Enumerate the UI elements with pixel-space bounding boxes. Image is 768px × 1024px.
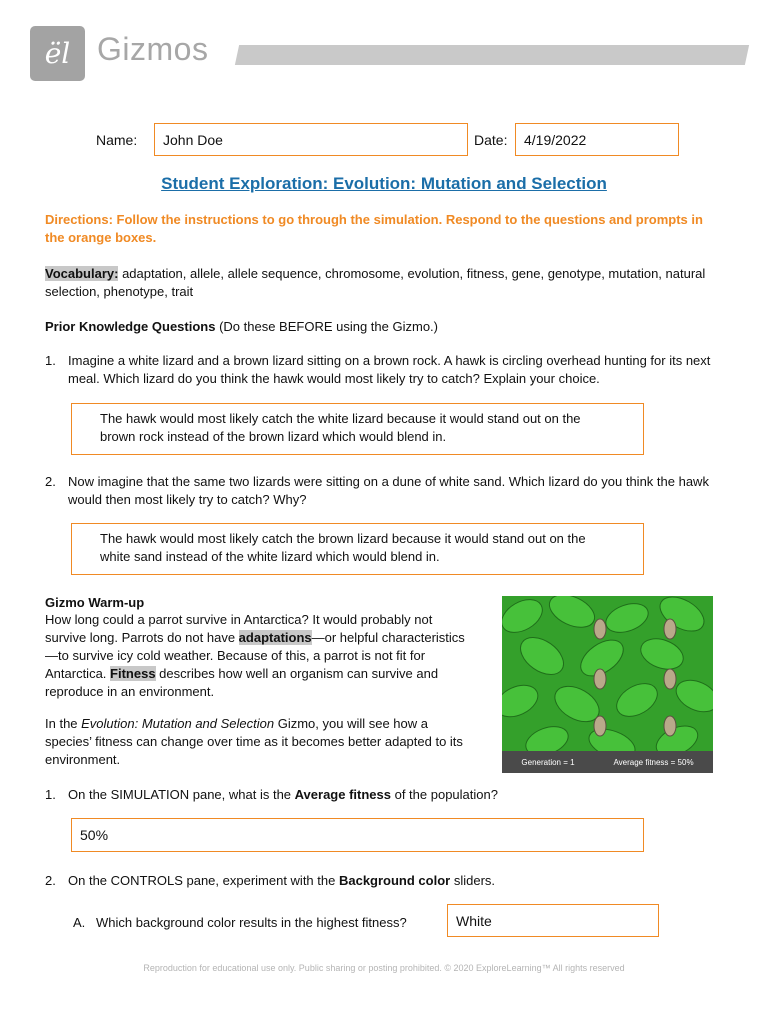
prior-answer-2-box[interactable]: The hawk would most likely catch the brown lizard because it would stand out on the white sand instead of the white lizard which would blend in. <box>71 523 644 575</box>
directions: Directions: Follow the instructions to go through the simulation. Respond to the questions and prompts in the orange boxes. <box>45 212 703 245</box>
subquestion-a-answer-box[interactable]: White <box>447 904 659 937</box>
footer-copyright: Reproduction for educational use only. Public sharing or posting prohibited. © 2020 ExploreLearning™ All rights reserved <box>143 963 625 973</box>
leaf-background <box>502 596 713 751</box>
generation-readout: Generation = 1 <box>521 757 575 767</box>
date-label: Date: <box>474 132 508 148</box>
average-fitness-readout: Average fitness = 50% <box>613 757 694 767</box>
simulation-screenshot <box>502 596 713 773</box>
name-field[interactable]: John Doe <box>154 123 468 156</box>
warmup-paragraph-2: In the Evolution: Mutation and Selection Gizmo, you will see how a species’ fitness can change over time as it becomes better adapted to its environment. <box>45 716 463 767</box>
warmup-question-2-number: 2. <box>45 873 56 888</box>
vocabulary-label: Vocabulary: <box>45 266 119 281</box>
simulation-status-bar <box>502 751 713 773</box>
vocabulary <box>45 265 715 301</box>
page-title: Student Exploration: Evolution: Mutation and Selection <box>161 174 607 193</box>
prior-question-1-text: Imagine a white lizard and a brown lizard sitting on a brown rock. A hawk is circling overhead hunting for its next meal. Which lizard do you think the hawk would most likely try to catch? Explain your choice. <box>68 353 711 386</box>
prior-question-2-text: Now imagine that the same two lizards were sitting on a dune of white sand. Which lizard do you think the hawk would then most likely try to catch? Why? <box>68 474 709 507</box>
explorelearning-logo: ël <box>30 26 85 81</box>
prior-answer-1-box[interactable]: The hawk would most likely catch the white lizard because it would stand out on the brown rock instead of the brown lizard which would blend in. <box>71 403 644 455</box>
warmup-question-1-text: On the SIMULATION pane, what is the Average fitness of the population? <box>68 787 498 802</box>
subquestion-a-text: Which background color results in the highest fitness? <box>96 915 407 930</box>
prior-question-1-number: 1. <box>45 353 56 368</box>
prior-question-2-number: 2. <box>45 474 56 489</box>
name-label: Name: <box>96 132 138 148</box>
date-field[interactable]: 4/19/2022 <box>515 123 679 156</box>
warmup-heading: Gizmo Warm-up <box>45 595 145 610</box>
vocabulary-text: adaptation, allele, allele sequence, chromosome, evolution, fitness, gene, genotype, mutation, natural selection, phenotype, trait <box>45 266 706 299</box>
warmup-paragraph-1: How long could a parrot survive in Antarctica? It would probably not survive long. Parrots do not have adaptations—or helpful characteristics—to survive icy cold weather. Because of this, a parrot is not fit for Antarctica. Fitness describes how well an organism can survive and reproduce in an environment. <box>45 612 465 699</box>
subquestion-a-letter: A. <box>73 915 86 930</box>
header-bar <box>235 45 749 65</box>
prior-knowledge-heading: Prior Knowledge Questions (Do these BEFORE using the Gizmo.) <box>45 319 438 334</box>
warmup-answer-1-box[interactable]: 50% <box>71 818 644 852</box>
warmup-question-1-number: 1. <box>45 787 56 802</box>
warmup-question-2-text: On the CONTROLS pane, experiment with the Background color sliders. <box>68 873 496 888</box>
gizmos-brand: Gizmos <box>97 31 209 67</box>
